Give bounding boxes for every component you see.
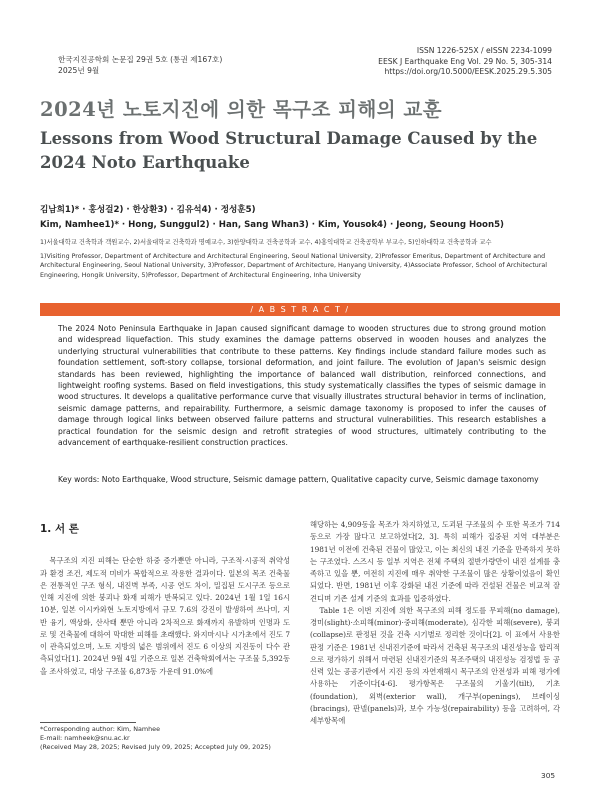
footnote — [40, 725, 300, 753]
page-number: 305 — [541, 771, 556, 780]
right-column — [310, 519, 560, 727]
footnote-divider — [40, 722, 136, 723]
abstract-label: / A B S T R A C T / — [250, 305, 350, 314]
journal-date-ko: 2025년 9월 — [58, 65, 100, 75]
corresponding-author: *Corresponding author: Kim, Namhee — [40, 725, 161, 733]
paper-title-en: Lessons from Wood Structural Damage Caused by the 2024 Noto Earthquake — [40, 129, 538, 172]
received-dates: (Received May 28, 2025; Revised July 09, 2025; Accepted July 09, 2025) — [40, 743, 271, 752]
journal-volume-en: EESK J Earthquake Eng Vol. 29 No. 5, 305-314 — [378, 56, 552, 66]
journal-volume-ko: 한국지진공학회 논문집 29권 5호 (통권 제167호) — [58, 55, 223, 64]
affiliations-ko: 1)서울대학교 건축학과 객원교수, 2)서울대학교 건축학과 명예교수, 3)한양대학교 건축공학과 교수, 4)홍익대학교 건축공학부 부교수, 5)인하대학교 건축공학과 교수 — [40, 239, 492, 246]
body-paragraph: Table 1은 이번 지진에 의한 목구조의 피해 정도를 무피해(no damage), 경미(slight)·소피해(minor)·중피해(moderate), 심각한 피해(severe), 붕괴(collapse)로 판정된 것을 건축 시기별로 정리한 것이다[2]. 이 표에서 사용한 판정 기준은 1981년 신내진기준에 따라서 건축된 목구조의 내진성능을 합리적으로 평가하기 위해서 마련된 신내진기준의 목조주택의 내진성능 검정법 등 공신력 있는 공공기관에서 지진 등의 자연재해시 목구조의 안전성과 피해 평가에 사용하는 기준이다[4-6]. 평가항목은 구조물의 기울기(tilt), 기초(foundation), 외벽(exterior wall), 개구부(openings), 브레이싱(bracings), 판넬(panels)과, 보수 가능성(repairability) 등을 고려하여, 각 세부항목에 — [310, 605, 560, 725]
doi-link[interactable]: https://doi.org/10.5000/EESK.2025.29.5.305 — [384, 67, 552, 76]
affiliations-en: 1)Visiting Professor, Department of Architecture and Architectural Engineering, Seoul National University, 2)Professor Emeritus, Department of Architecture and Architectural Engineering, Seoul National University, 3)Professor, Department of Architecture, Hanyang University, 4)Associate Professor, School of Architectural Engineering, Hongik University, 5)Professor, Department of Architectural Engineering, Inha University — [40, 253, 547, 279]
paper-title-ko: 2024년 노토지진에 의한 목구조 피해의 교훈 — [40, 98, 443, 121]
journal-info-ko — [58, 55, 222, 76]
body-paragraph-continued: 해당하는 4,909동을 목조가 차지하였고, 도괴된 구조물의 수 또한 목조가 714동으로 가장 많다고 보고하였다[2, 3]. 특히 피해가 집중된 지역 대부분은 1981년 이전에 건축된 건물이 많았고, 이는 최신의 내진 기준을 만족하지 못하는 구조였다. 스즈시 등 일부 지역은 전체 주택의 절반가량만이 내진 설계를 충족하고 있을 뿐, 여전히 지진에 매우 취약한 구조물이 많은 상황이었음이 확인되었다. 반면, 1981년 이후 강화된 내진 기준에 따라 건설된 건물은 비교적 잘 견디며 기존 설계 기준의 효과를 입증하였다. — [310, 520, 560, 603]
keywords: Key words: Noto Earthquake, Wood structure, Seismic damage pattern, Qualitative capacity curve, Seismic damage taxonomy — [58, 475, 539, 484]
journal-header — [0, 0, 600, 90]
section-heading: 1. 서 론 — [40, 523, 79, 535]
authors-ko: 김남희1)* · 홍성걸2) · 한상환3) · 김유석4) · 정성훈5) — [40, 205, 256, 215]
authors-en: Kim, Namhee1)* · Hong, Sunggul2) · Han, Sang Whan3) · Kim, Yousok4) · Jeong, Seoung Hoon5) — [40, 220, 504, 230]
body-paragraph: 목구조의 지진 피해는 단순한 하중 증가뿐만 아니라, 구조적·시공적 취약성과 환경 조건, 제도적 미비가 복합적으로 작용한 결과이다. 일본의 목조 건축물은 전통적인 구조 형식, 내진벽 부족, 시공 연도 차이, 밀집된 도시구조 등으로 인해 지진에 의한 붕괴나 화재 피해가 반복되고 있다. 2024년 1월 1일 16시 10분, 일본 이시카와현 노토지방에서 규모 7.6의 강진이 발생하여 쓰나미, 지반 융기, 액상화, 산사태 뿐만 아니라 2차적으로 화재까지 유발하며 인명과 도로 및 건축물에 대하여 막대한 피해를 초래했다. 와지마시나 시가초에서 진도 7이 관측되었으며, 노토 지방의 넓은 범위에서 진도 6 이상의 지진동이 다수 관측되었다[1]. 2024년 9월 4일 기준으로 일본 건축학회에서는 구조물 5,392동을 조사하였고, 대상 구조물 6,873동 가운데 91.0%에 — [40, 556, 290, 676]
abstract-banner — [40, 303, 560, 316]
author-email[interactable]: E-mail: namheek@snu.ac.kr — [40, 734, 130, 743]
issn: ISSN 1226-525X / eISSN 2234-1099 — [416, 46, 552, 55]
journal-info-en — [378, 46, 552, 78]
left-column — [40, 517, 290, 678]
abstract-text: The 2024 Noto Peninsula Earthquake in Japan caused significant damage to wooden structures due to strong ground motion and widespread liquefaction. This study examines the damage patterns observed in wooden houses and analyzes the underlying structural vulnerabilities that contribute to these patterns. Key findings include standard failure modes such as foundation settlement, soft-story collapse, torsional deformation, and joint failure. The evolution of Japan's seismic design standards has been reviewed, highlighting the importance of balanced wall distribution, reinforced connections, and lightweight roofing systems. Based on field investigations, this study systematically classifies the types of seismic damage in wood structures. It develops a qualitative performance curve that visually illustrates structural behavior in terms of inclination, seismic damage patterns, and repairability. Furthermore, a seismic damage taxonomy is proposed to infer the causes of damage through logical links between observed failure patterns and structural vulnerabilities. This research establishes a practical foundation for the seismic design and retrofit strategies of wood structures, ultimately contributing to the advancement of earthquake-resilient construction practices. — [58, 324, 546, 448]
